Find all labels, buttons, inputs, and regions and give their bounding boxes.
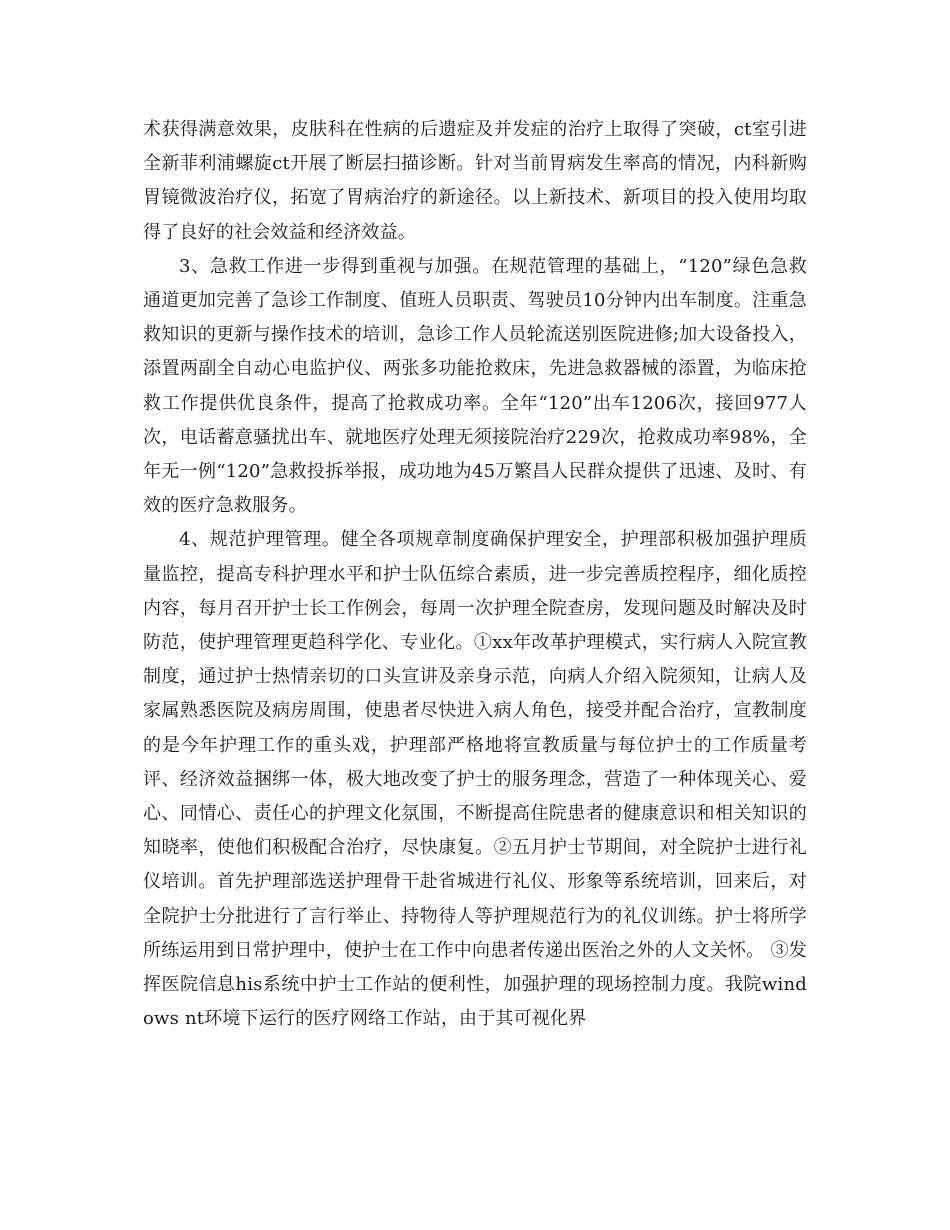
paragraph-emergency-work: 3、急救工作进一步得到重视与加强。在规范管理的基础上，“120”绿色急救通道更加完善了急诊工作制度、值班人员职责、驾驶员10分钟内出车制度。注重急救知识的更新与操作技术的培训，急诊工作人员轮流送别医院进修;加大设备投入，添置两副全自动心电监护仪、两张多功能抢救床，先进急救器械的添置，为临床抢救工作提供优良条件，提高了抢救成功率。全年“120”出车1206次，接回977人次，电话蓄意骚扰出车、就地医疗处理无须接院治疗229次，抢救成功率98%，全年无一例“120”急救投拆举报，成功地为45万繁昌人民群众提供了迅速、及时、有效的医疗急救服务。	[143, 255, 807, 517]
paragraph-nursing-management: 4、规范护理管理。健全各项规章制度确保护理安全，护理部积极加强护理质量监控，提高专科护理水平和护士队伍综合素质，进一步完善质控程序，细化质控内容，每月召开护士长工作例会，每周一次护理全院查房，发现问题及时解决及时防范，使护理管理更趋科学化、专业化。①xx年改革护理模式，实行病人入院宣教制度，通过护士热情亲切的口头宣讲及亲身示范，向病人介绍入院须知，让病人及家属熟悉医院及病房周围，使患者尽快进入病人角色，接受并配合治疗，宣教制度的是今年护理工作的重头戏，护理部严格地将宣教质量与每位护士的工作质量考评、经济效益捆绑一体，极大地改变了护士的服务理念，营造了一种体现关心、爱心、同情心、责任心的护理文化氛围，不断提高住院患者的健康意识和相关知识的知晓率，使他们积极配合治疗，尽快康复。②五月护士节期间，对全院护士进行礼仪培训。首先护理部选送护理骨干赴省城进行礼仪、形象等系统培训，回来后，对全院护士分批进行了言行举止、持物待人等护理规范行为的礼仪训练。护士将所学所练运用到日常护理中，使护士在工作中向患者传递出医治之外的人文关怀。 ③发挥医院信息his系统中护士工作站的便利性，加强护理的现场控制力度。我院windows nt环境下运行的医疗网络工作站，由于其可视化界	[143, 529, 807, 1030]
document-body	[143, 113, 807, 1036]
paragraph-continuation: 术获得满意效果，皮肤科在性病的后遗症及并发症的治疗上取得了突破，ct室引进全新菲利浦螺旋ct开展了断层扫描诊断。针对当前胃病发生率高的情况，内科新购胃镜微波治疗仪，拓宽了胃病治疗的新途径。以上新技术、新项目的投入使用均取得了良好的社会效益和经济效益。	[143, 119, 807, 243]
